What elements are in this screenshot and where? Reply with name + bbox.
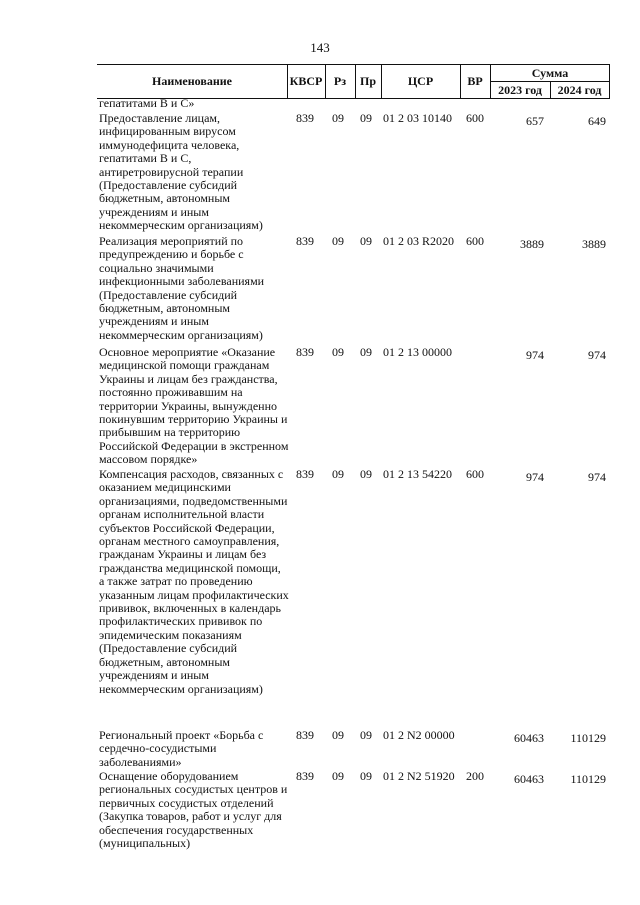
row-rz: 09 <box>332 728 344 742</box>
row-csr: 01 2 13 00000 <box>383 345 452 359</box>
row-csr: 01 2 03 10140 <box>383 111 452 125</box>
row-sum-2024: 974 <box>588 470 606 484</box>
header-pr: Пр <box>359 74 376 88</box>
row-kvsr: 839 <box>296 467 314 481</box>
row-vr: 600 <box>466 234 484 248</box>
row-name: гепатитами В и С» <box>99 96 195 110</box>
row-kvsr: 839 <box>296 769 314 783</box>
row-sum-2023: 974 <box>526 470 544 484</box>
row-pr: 09 <box>360 769 372 783</box>
row-sum-2023: 60463 <box>514 772 544 786</box>
row-kvsr: 839 <box>296 728 314 742</box>
row-csr: 01 2 N2 00000 <box>383 728 455 742</box>
row-sum-2024: 3889 <box>582 237 606 251</box>
row-pr: 09 <box>360 234 372 248</box>
row-sum-2023: 657 <box>526 114 544 128</box>
row-rz: 09 <box>332 111 344 125</box>
header-sum: Сумма <box>531 66 569 80</box>
row-sum-2023: 974 <box>526 348 544 362</box>
row-name: Предоставление лицам, инфицированным вирусом иммунодефицита человека, гепатитами В и С, антиретровирусной терапии (Предоставление субсидий бюджетным, автономным учреждениям и иным некоммерческим организациям) <box>99 111 263 233</box>
row-pr: 09 <box>360 111 372 125</box>
page-number: 143 <box>310 40 330 55</box>
row-name: Оснащение оборудованием региональных сосудистых центров и первичных сосудистых отделений (Закупка товаров, работ и услуг для обеспечения государственных (муниципальных) <box>99 769 288 851</box>
row-sum-2024: 110129 <box>570 731 606 745</box>
header-kvsr: КВСР <box>289 74 323 88</box>
row-vr: 200 <box>466 769 484 783</box>
table-header <box>97 64 610 99</box>
row-name: Компенсация расходов, связанных с оказанием медицинскими организациями, подведомственными органам исполнительной власти субъектов Российской Федерации, органам местного самоуправления, гражданам Украины и лицам без гражданства медицинской помощи, а также затрат по проведению указанным лицам профилактических прививок, включенных в календарь профилактических прививок по эпидемическим показаниям (Предоставление субсидий бюджетным, автономным учреждениям и иным некоммерческим организациям) <box>99 467 289 696</box>
row-sum-2024: 974 <box>588 348 606 362</box>
row-csr: 01 2 13 54220 <box>383 467 452 481</box>
row-csr: 01 2 N2 51920 <box>383 769 455 783</box>
sum-divider <box>490 81 610 82</box>
header-year-2024: 2024 год <box>557 83 602 97</box>
header-csr: ЦСР <box>407 74 434 88</box>
row-sum-2023: 3889 <box>520 237 544 251</box>
header-rz: Рз <box>333 74 347 88</box>
row-sum-2024: 110129 <box>570 772 606 786</box>
header-name: Наименование <box>152 74 232 88</box>
row-name: Региональный проект «Борьба с сердечно-сосудистыми заболеваниями» <box>99 728 264 769</box>
row-kvsr: 839 <box>296 345 314 359</box>
row-pr: 09 <box>360 728 372 742</box>
header-vr: ВР <box>467 74 483 88</box>
row-kvsr: 839 <box>296 111 314 125</box>
row-sum-2023: 60463 <box>514 731 544 745</box>
row-kvsr: 839 <box>296 234 314 248</box>
row-rz: 09 <box>332 234 344 248</box>
row-vr: 600 <box>466 467 484 481</box>
row-pr: 09 <box>360 467 372 481</box>
row-rz: 09 <box>332 345 344 359</box>
row-rz: 09 <box>332 769 344 783</box>
row-csr: 01 2 03 R2020 <box>383 234 455 248</box>
row-pr: 09 <box>360 345 372 359</box>
row-vr: 600 <box>466 111 484 125</box>
row-name: Реализация мероприятий по предупреждению и борьбе с социально значимыми инфекционными заболеваниями (Предоставление субсидий бюджетным, автономным учреждениям и иным некоммерческим организациям) <box>99 234 265 342</box>
row-rz: 09 <box>332 467 344 481</box>
row-sum-2024: 649 <box>588 114 606 128</box>
row-name: Основное мероприятие «Оказание медицинской помощи гражданам Украины и лицам без гражданства, постоянно проживавшим на территории Украины, вынужденно покинувшим территорию Украины и прибывшим на территорию Российской Федерации в экстренном массовом порядке» <box>99 345 289 467</box>
header-year-2023: 2023 год <box>498 83 542 97</box>
